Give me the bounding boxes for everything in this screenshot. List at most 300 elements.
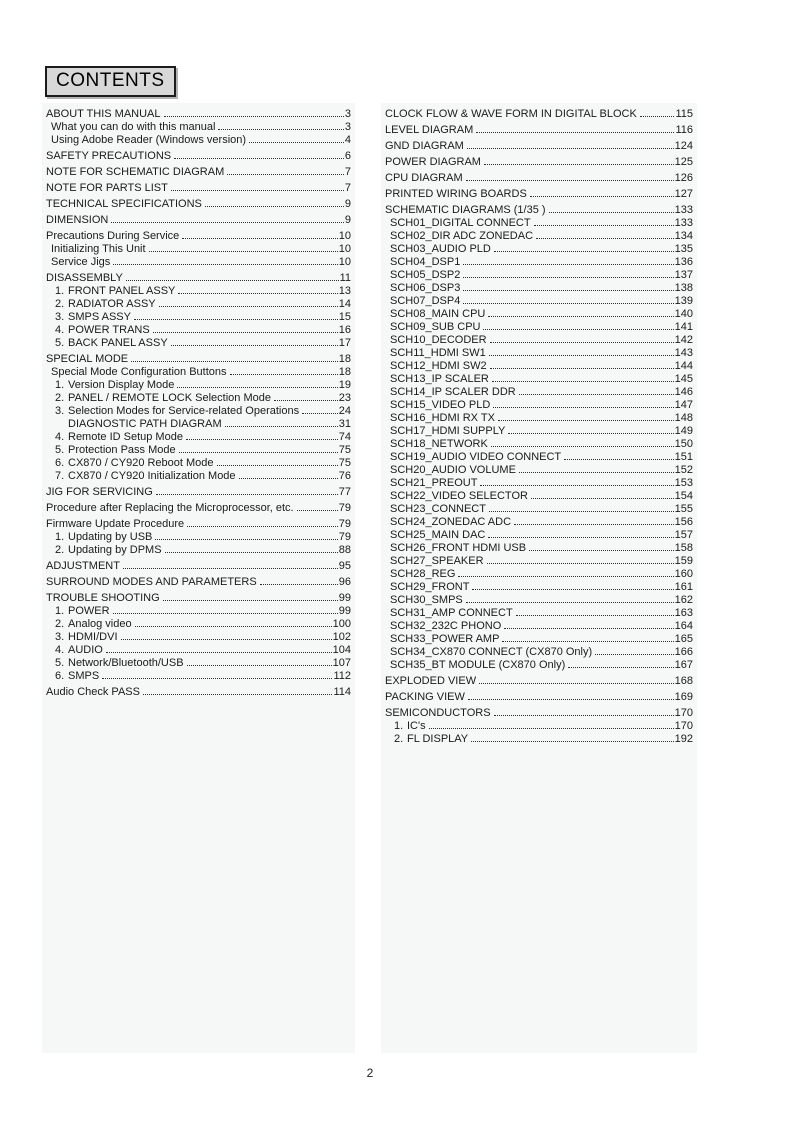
toc-entry[interactable] xyxy=(46,592,351,605)
toc-entry[interactable] xyxy=(385,707,693,720)
dot-leader xyxy=(217,465,338,466)
dot-leader xyxy=(165,552,338,553)
toc-entry-label: ABOUT THIS MANUAL xyxy=(46,108,161,120)
dot-leader xyxy=(239,478,338,479)
toc-entry[interactable] xyxy=(55,431,351,444)
toc-entry[interactable] xyxy=(390,425,693,438)
toc-entry-page: 6 xyxy=(344,150,351,162)
toc-entry-label: SMPS xyxy=(68,670,100,682)
dot-leader xyxy=(156,494,338,495)
toc-entry[interactable] xyxy=(46,166,351,179)
toc-entry-page: 166 xyxy=(674,646,693,658)
toc-entry[interactable] xyxy=(385,156,693,169)
dot-leader xyxy=(149,251,338,252)
dot-leader xyxy=(529,550,674,551)
dot-leader xyxy=(121,639,332,640)
toc-entry[interactable] xyxy=(46,182,351,195)
dot-leader xyxy=(476,132,674,133)
toc-entry-page: 11 xyxy=(339,272,351,284)
toc-entry-label: SCH17_HDMI SUPPLY xyxy=(390,425,506,437)
toc-entry[interactable] xyxy=(55,457,351,470)
toc-entry-page: 116 xyxy=(675,124,693,136)
toc-entry-page: 14 xyxy=(338,298,351,310)
toc-entry[interactable] xyxy=(390,490,693,503)
toc-entry[interactable] xyxy=(385,691,693,704)
toc-entry[interactable] xyxy=(55,644,351,657)
toc-entry-label: GND DIAGRAM xyxy=(385,140,464,152)
toc-entry-page: 155 xyxy=(674,503,693,515)
toc-entry-label: SCH03_AUDIO PLD xyxy=(390,243,491,255)
toc-entry[interactable] xyxy=(55,531,351,544)
dot-leader xyxy=(468,699,674,700)
toc-entry[interactable] xyxy=(51,134,351,147)
toc-entry[interactable] xyxy=(390,373,693,386)
toc-entry[interactable] xyxy=(394,720,693,733)
toc-entry-page: 157 xyxy=(674,529,693,541)
toc-entry-page: 158 xyxy=(674,542,693,554)
toc-entry-page: 140 xyxy=(674,308,693,320)
toc-entry[interactable] xyxy=(46,518,351,531)
toc-entry-number: 7. xyxy=(55,470,65,482)
toc-entry-number: 5. xyxy=(55,657,65,669)
toc-entry-page: 154 xyxy=(674,490,693,502)
toc-entry-label: Updating by DPMS xyxy=(68,544,162,556)
page-number: 2 xyxy=(366,1066,374,1080)
dot-leader xyxy=(153,332,338,333)
toc-entry[interactable] xyxy=(55,405,351,418)
dot-leader xyxy=(487,563,674,564)
dot-leader xyxy=(531,498,674,499)
dot-leader xyxy=(480,485,673,486)
toc-entry-label: What you can do with this manual xyxy=(51,121,216,133)
toc-entry-page: 163 xyxy=(674,607,693,619)
toc-entry-page: 9 xyxy=(344,198,351,210)
toc-entry[interactable] xyxy=(51,256,351,269)
toc-entry-label: CPU DIAGRAM xyxy=(385,172,463,184)
toc-entry-number: 4. xyxy=(55,324,65,336)
toc-entry-page: 18 xyxy=(338,353,351,365)
toc-entry[interactable] xyxy=(390,334,693,347)
dot-leader xyxy=(102,678,332,679)
toc-entry-label: Protection Pass Mode xyxy=(68,444,176,456)
toc-entry-label: SCHEMATIC DIAGRAMS (1/35 ) xyxy=(385,204,546,216)
toc-entry-page: 141 xyxy=(674,321,693,333)
toc-entry-label: DIAGNOSTIC PATH DIAGRAM xyxy=(68,418,222,430)
toc-entry-number: 1. xyxy=(55,531,65,543)
toc-entry-label: SCH31_AMP CONNECT xyxy=(390,607,513,619)
toc-entry[interactable] xyxy=(385,172,693,185)
toc-entry[interactable] xyxy=(385,140,693,153)
toc-entry-number: 1. xyxy=(55,285,65,297)
dot-leader xyxy=(494,715,674,716)
toc-entry[interactable] xyxy=(46,353,351,366)
toc-entry-page: 18 xyxy=(338,366,351,378)
toc-entry-number: 3. xyxy=(55,631,65,643)
toc-entry-label: NOTE FOR SCHEMATIC DIAGRAM xyxy=(46,166,225,178)
toc-entry-label: FRONT PANEL ASSY xyxy=(68,285,176,297)
toc-entry-label: PACKING VIEW xyxy=(385,691,465,703)
dot-leader xyxy=(595,654,673,655)
dot-leader xyxy=(490,342,674,343)
toc-entry[interactable] xyxy=(46,230,351,243)
toc-entry[interactable] xyxy=(46,108,351,121)
toc-entry-label: SCH11_HDMI SW1 xyxy=(390,347,486,359)
toc-entry-page: 10 xyxy=(338,230,351,242)
toc-entry-page: 138 xyxy=(674,282,693,294)
toc-entry-number: 3. xyxy=(55,405,65,417)
toc-entry[interactable] xyxy=(385,124,693,137)
toc-entry-label: Network/Bluetooth/USB xyxy=(68,657,184,669)
dot-leader xyxy=(123,568,338,569)
toc-entry-number: 5. xyxy=(55,337,65,349)
toc-entry-page: 139 xyxy=(674,295,693,307)
dot-leader xyxy=(163,600,338,601)
toc-entry[interactable] xyxy=(390,438,693,451)
toc-entry[interactable] xyxy=(390,321,693,334)
toc-entry-page: 15 xyxy=(338,311,351,323)
toc-entry-label: POWER DIAGRAM xyxy=(385,156,481,168)
dot-leader xyxy=(502,641,673,642)
dot-leader xyxy=(260,584,338,585)
toc-entry-page: 3 xyxy=(344,108,351,120)
toc-entry-number: 1. xyxy=(55,605,65,617)
dot-leader xyxy=(564,459,673,460)
toc-entry-page: 104 xyxy=(332,644,351,656)
toc-entry-page: 9 xyxy=(344,214,351,226)
toc-entry[interactable] xyxy=(46,198,351,211)
toc-entry[interactable] xyxy=(390,542,693,555)
dot-leader xyxy=(514,524,674,525)
toc-entry-page: 75 xyxy=(338,444,351,456)
toc-entry-number: 2. xyxy=(55,544,65,556)
toc-entry[interactable] xyxy=(390,646,693,659)
toc-entry[interactable] xyxy=(390,308,693,321)
toc-entry-number: 5. xyxy=(55,444,65,456)
dot-leader xyxy=(135,626,332,627)
dot-leader xyxy=(187,526,338,527)
toc-entry[interactable] xyxy=(390,230,693,243)
toc-entry-label: SCH28_REG xyxy=(390,568,456,580)
toc-entry[interactable] xyxy=(390,399,693,412)
toc-entry-label: SCH33_POWER AMP xyxy=(390,633,500,645)
toc-entry-page: 112 xyxy=(333,670,351,682)
toc-entry-page: 13 xyxy=(338,285,351,297)
toc-entry-label: CLOCK FLOW & WAVE FORM IN DIGITAL BLOCK xyxy=(385,108,637,120)
toc-entry-label: PANEL / REMOTE LOCK Selection Mode xyxy=(68,392,271,404)
toc-entry-label: SCH01_DIGITAL CONNECT xyxy=(390,217,531,229)
toc-entry[interactable] xyxy=(46,486,351,499)
toc-entry[interactable] xyxy=(46,686,351,699)
dot-leader xyxy=(472,589,673,590)
toc-entry-label: SCH21_PREOUT xyxy=(390,477,478,489)
toc-entry-page: 156 xyxy=(674,516,693,528)
toc-entry[interactable] xyxy=(55,631,351,644)
toc-entry-label: SAFETY PRECAUTIONS xyxy=(46,150,172,162)
toc-entry-label: ADJUSTMENT xyxy=(46,560,120,572)
toc-entry-page: 16 xyxy=(338,324,351,336)
toc-entry-label: Procedure after Replacing the Microprocessor, etc. xyxy=(46,502,294,514)
toc-entry-label: SCH34_CX870 CONNECT (CX870 Only) xyxy=(390,646,593,658)
toc-entry[interactable] xyxy=(385,108,693,121)
dot-leader xyxy=(177,387,337,388)
toc-entry-label: Selection Modes for Service-related Operations xyxy=(68,405,300,417)
toc-entry-page: 164 xyxy=(674,620,693,632)
toc-entry-page: 74 xyxy=(338,431,351,443)
toc-entry-page: 75 xyxy=(338,457,351,469)
toc-entry-number: 6. xyxy=(55,457,65,469)
toc-entry-number: 1. xyxy=(394,720,404,732)
toc-entry-label: EXPLODED VIEW xyxy=(385,675,477,687)
toc-entry[interactable] xyxy=(55,324,351,337)
toc-entry[interactable] xyxy=(46,502,351,515)
dot-leader xyxy=(182,238,337,239)
dot-leader xyxy=(640,116,675,117)
toc-entry[interactable] xyxy=(390,581,693,594)
dot-leader xyxy=(126,280,339,281)
toc-entry[interactable] xyxy=(390,360,693,373)
toc-entry-label: DISASSEMBLY xyxy=(46,272,123,284)
toc-entry-label: SCH04_DSP1 xyxy=(390,256,461,268)
dot-leader xyxy=(534,225,674,226)
toc-entry-page: 31 xyxy=(338,418,351,430)
toc-entry-page: 126 xyxy=(674,172,693,184)
toc-entry[interactable] xyxy=(390,295,693,308)
toc-entry-page: 148 xyxy=(674,412,693,424)
toc-entry-page: 3 xyxy=(344,121,351,133)
toc-entry-page: 125 xyxy=(674,156,693,168)
dot-leader xyxy=(171,190,344,191)
toc-entry-label: SCH14_IP SCALER DDR xyxy=(390,386,516,398)
toc-entry-label: Precautions During Service xyxy=(46,230,180,242)
toc-entry-label: SCH27_SPEAKER xyxy=(390,555,484,567)
toc-entry-label: Audio Check PASS xyxy=(46,686,140,698)
toc-entry-page: 133 xyxy=(674,217,693,229)
toc-entry[interactable] xyxy=(390,217,693,230)
toc-entry-label: Remote ID Setup Mode xyxy=(68,431,183,443)
toc-entry-page: 137 xyxy=(674,269,693,281)
toc-entry[interactable] xyxy=(55,544,351,557)
toc-entry-label: SCH35_BT MODULE (CX870 Only) xyxy=(390,659,566,671)
toc-entry[interactable] xyxy=(394,733,693,746)
dot-leader xyxy=(171,345,338,346)
toc-entry-label: SCH06_DSP3 xyxy=(390,282,461,294)
toc-entry[interactable] xyxy=(55,605,351,618)
toc-entry-page: 160 xyxy=(674,568,693,580)
toc-entry-page: 162 xyxy=(674,594,693,606)
toc-entry-number: 4. xyxy=(55,644,65,656)
toc-entry-label: SMPS ASSY xyxy=(68,311,131,323)
toc-entry[interactable] xyxy=(55,670,351,683)
toc-entry[interactable] xyxy=(46,214,351,227)
toc-entry-label: Analog video xyxy=(68,618,132,630)
toc-entry-page: 7 xyxy=(344,182,351,194)
toc-entry-page: 127 xyxy=(674,188,693,200)
dot-leader xyxy=(488,316,673,317)
toc-entry-page: 149 xyxy=(674,425,693,437)
toc-entry-label: SCH13_IP SCALER xyxy=(390,373,489,385)
toc-entry[interactable] xyxy=(46,576,351,589)
dot-leader xyxy=(179,452,338,453)
dot-leader xyxy=(159,306,338,307)
toc-entry-label: SCH02_DIR ADC ZONEDAC xyxy=(390,230,534,242)
toc-entry-label: SCH05_DSP2 xyxy=(390,269,461,281)
toc-entry-page: 136 xyxy=(674,256,693,268)
toc-entry-number: 2. xyxy=(55,298,65,310)
toc-entry-page: 170 xyxy=(674,720,693,732)
toc-entry-label: SCH15_VIDEO PLD xyxy=(390,399,491,411)
toc-entry-label: LEVEL DIAGRAM xyxy=(385,124,474,136)
toc-entry[interactable] xyxy=(385,188,693,201)
toc-entry-label: CX870 / CY920 Initialization Mode xyxy=(68,470,236,482)
toc-entry-label: SCH18_NETWORK xyxy=(390,438,488,450)
toc-entry[interactable] xyxy=(390,464,693,477)
toc-entry[interactable] xyxy=(55,311,351,324)
dot-leader xyxy=(187,665,332,666)
toc-entry-page: 167 xyxy=(674,659,693,671)
toc-entry[interactable] xyxy=(55,444,351,457)
toc-entry-label: TROUBLE SHOOTING xyxy=(46,592,160,604)
toc-entry[interactable] xyxy=(46,560,351,573)
dot-leader xyxy=(218,129,343,130)
toc-entry-label: Special Mode Configuration Buttons xyxy=(51,366,227,378)
toc-entry-page: 170 xyxy=(674,707,693,719)
toc-entry[interactable] xyxy=(390,347,693,360)
toc-entry-label: SCH32_232C PHONO xyxy=(390,620,502,632)
dot-leader xyxy=(186,439,338,440)
dot-leader xyxy=(178,293,337,294)
toc-entry[interactable] xyxy=(390,607,693,620)
toc-entry-label: SCH23_CONNECT xyxy=(390,503,486,515)
toc-entry[interactable] xyxy=(55,298,351,311)
toc-entry-label: PRINTED WIRING BOARDS xyxy=(385,188,527,200)
toc-entry[interactable] xyxy=(390,516,693,529)
toc-entry-label: POWER xyxy=(68,605,110,617)
toc-entry[interactable] xyxy=(51,366,351,379)
toc-entry-page: 146 xyxy=(674,386,693,398)
toc-entry[interactable] xyxy=(390,282,693,295)
dot-leader xyxy=(488,537,673,538)
toc-entry-page: 99 xyxy=(338,592,351,604)
toc-entry-page: 23 xyxy=(338,392,351,404)
toc-entry-page: 10 xyxy=(338,256,351,268)
toc-entry-page: 17 xyxy=(338,337,351,349)
dot-leader xyxy=(568,667,673,668)
toc-entry-page: 144 xyxy=(674,360,693,372)
dot-leader xyxy=(493,407,673,408)
toc-entry[interactable] xyxy=(55,657,351,670)
toc-entry-label: NOTE FOR PARTS LIST xyxy=(46,182,168,194)
toc-entry-label: SURROUND MODES AND PARAMETERS xyxy=(46,576,257,588)
toc-entry[interactable] xyxy=(55,337,351,350)
dot-leader xyxy=(463,290,673,291)
toc-entry[interactable] xyxy=(390,659,693,672)
toc-entry-page: 77 xyxy=(338,486,351,498)
dot-leader xyxy=(508,433,673,434)
dot-leader xyxy=(155,539,337,540)
toc-entry[interactable] xyxy=(55,285,351,298)
toc-entry[interactable] xyxy=(55,392,351,405)
toc-entry[interactable] xyxy=(68,418,351,431)
toc-entry-label: SEMICONDUCTORS xyxy=(385,707,491,719)
toc-entry-page: 151 xyxy=(674,451,693,463)
toc-entry-page: 153 xyxy=(674,477,693,489)
dot-leader xyxy=(536,238,674,239)
dot-leader xyxy=(230,374,338,375)
toc-entry[interactable] xyxy=(390,386,693,399)
toc-entry[interactable] xyxy=(390,594,693,607)
dot-leader xyxy=(549,212,674,213)
toc-entry-page: 19 xyxy=(338,379,351,391)
toc-entry[interactable] xyxy=(390,620,693,633)
toc-entry-label: SCH24_ZONEDAC ADC xyxy=(390,516,512,528)
toc-entry[interactable] xyxy=(46,272,351,285)
toc-entry[interactable] xyxy=(390,568,693,581)
toc-entry-page: 100 xyxy=(332,618,351,630)
toc-entry-label: AUDIO xyxy=(68,644,103,656)
dot-leader xyxy=(227,174,344,175)
toc-entry-page: 88 xyxy=(338,544,351,556)
toc-column-left xyxy=(42,103,355,1053)
toc-entry-label: Service Jigs xyxy=(51,256,111,268)
toc-entry-page: 96 xyxy=(338,576,351,588)
toc-entry-label: SCH25_MAIN DAC xyxy=(390,529,486,541)
toc-entry-label: SCH29_FRONT xyxy=(390,581,470,593)
toc-entry-number: 2. xyxy=(55,618,65,630)
toc-entry-page: 192 xyxy=(674,733,693,745)
toc-entry[interactable] xyxy=(390,477,693,490)
toc-entry[interactable] xyxy=(46,150,351,163)
toc-entry[interactable] xyxy=(55,470,351,483)
toc-entry-page: 10 xyxy=(338,243,351,255)
toc-entry-label: SCH30_SMPS xyxy=(390,594,463,606)
toc-entry[interactable] xyxy=(390,412,693,425)
toc-entry[interactable] xyxy=(390,451,693,464)
toc-entry-page: 147 xyxy=(674,399,693,411)
toc-entry-number: 2. xyxy=(394,733,404,745)
toc-entry[interactable] xyxy=(51,243,351,256)
toc-entry[interactable] xyxy=(390,529,693,542)
toc-entry[interactable] xyxy=(385,675,693,688)
toc-entry[interactable] xyxy=(55,618,351,631)
toc-entry-label: SCH10_DECODER xyxy=(390,334,487,346)
toc-entry[interactable] xyxy=(385,204,693,217)
dot-leader xyxy=(134,319,338,320)
toc-column-right xyxy=(381,103,697,1053)
toc-entry[interactable] xyxy=(390,555,693,568)
toc-entry-page: 24 xyxy=(338,405,351,417)
toc-entry[interactable] xyxy=(51,121,351,134)
dot-leader xyxy=(463,264,673,265)
toc-entry-page: 115 xyxy=(675,108,693,120)
toc-entry-label: DIMENSION xyxy=(46,214,109,226)
toc-entry[interactable] xyxy=(390,269,693,282)
toc-entry[interactable] xyxy=(55,379,351,392)
toc-entry-label: SCH07_DSP4 xyxy=(390,295,461,307)
toc-entry[interactable] xyxy=(390,243,693,256)
dot-leader xyxy=(498,420,674,421)
toc-entry[interactable] xyxy=(390,256,693,269)
page-title: CONTENTS xyxy=(45,66,176,97)
dot-leader xyxy=(516,615,674,616)
toc-entry[interactable] xyxy=(390,503,693,516)
toc-entry-page: 79 xyxy=(338,531,351,543)
toc-entry-page: 150 xyxy=(674,438,693,450)
dot-leader xyxy=(530,196,674,197)
toc-entry-label: CX870 / CY920 Reboot Mode xyxy=(68,457,214,469)
dot-leader xyxy=(113,613,338,614)
toc-entry-page: 145 xyxy=(674,373,693,385)
toc-entry[interactable] xyxy=(390,633,693,646)
